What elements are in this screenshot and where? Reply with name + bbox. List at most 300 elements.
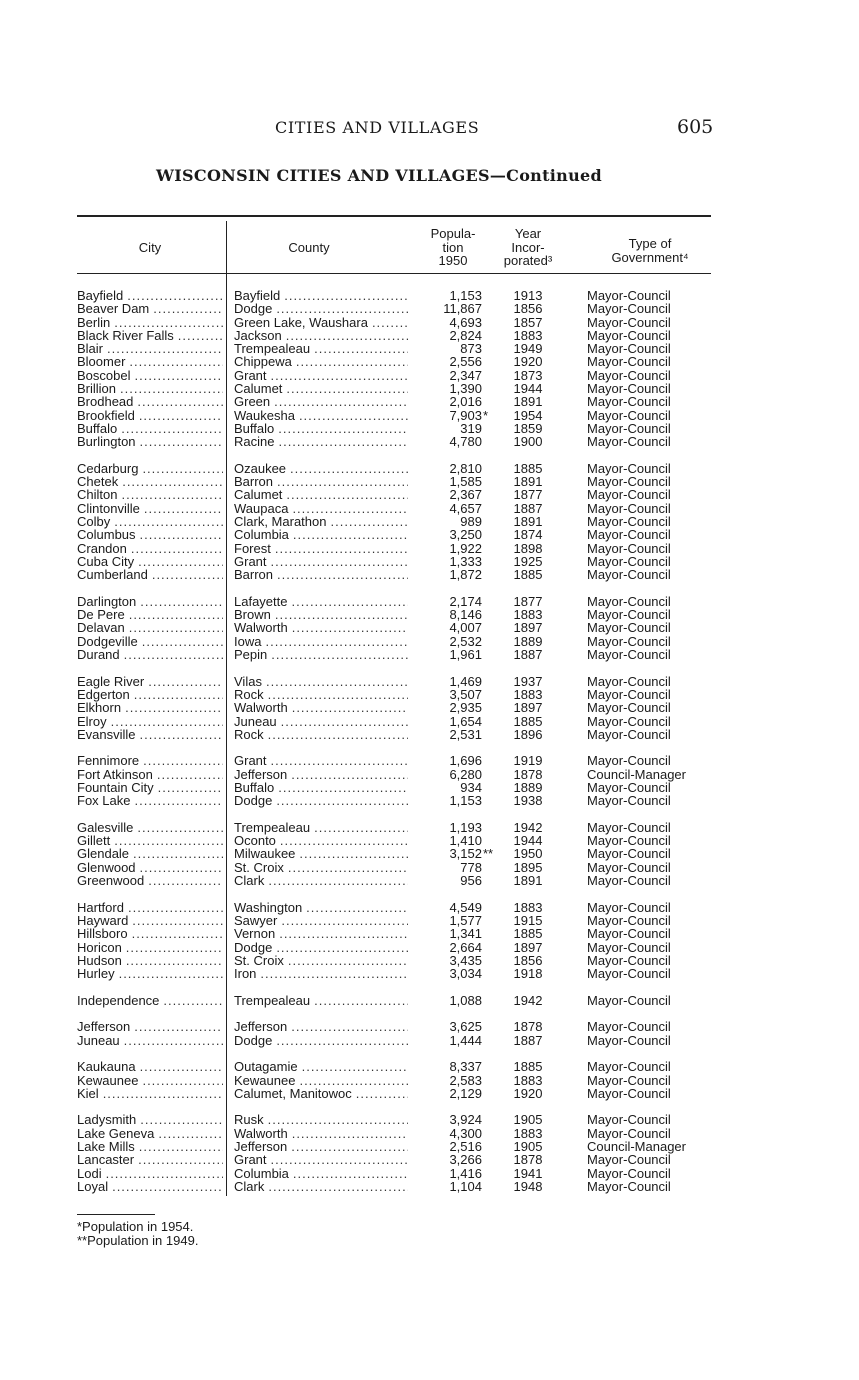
city-cell <box>77 542 223 555</box>
population-cell: 1,469 <box>449 673 482 689</box>
leader-dots <box>144 502 223 515</box>
population-cell: 8,337 <box>449 1059 482 1075</box>
leader-dots <box>275 608 408 621</box>
leader-dots <box>276 941 408 954</box>
city-name: Cuba City <box>77 553 135 569</box>
city-cell <box>77 1113 223 1126</box>
government-cell: Mayor-Council <box>587 966 671 982</box>
city-name: Loyal <box>77 1178 109 1194</box>
leader-dots <box>103 1087 223 1100</box>
year-cell: 1938 <box>513 793 543 809</box>
city-cell <box>77 821 223 834</box>
county-cell <box>234 967 408 980</box>
government-cell: Mayor-Council <box>587 500 671 516</box>
city-name: Brillion <box>77 381 117 397</box>
header-year-line: Incor- <box>511 239 545 255</box>
city-name: Juneau <box>77 1032 120 1048</box>
government-cell: Mayor-Council <box>587 1072 671 1088</box>
city-name: Bayfield <box>77 288 124 303</box>
county-name: Dodge <box>234 1032 273 1048</box>
leader-dots <box>290 462 408 475</box>
city-name: Evansville <box>77 726 136 742</box>
city-name: Durand <box>77 647 120 663</box>
year-cell: 1856 <box>513 301 543 317</box>
table-row <box>0 941 859 954</box>
city-name: Darlington <box>77 593 137 609</box>
population-cell: 11,867 <box>443 301 482 317</box>
leader-dots <box>277 568 408 581</box>
city-cell <box>77 927 223 940</box>
table-row <box>0 874 859 887</box>
government-cell: Mayor-Council <box>587 593 671 609</box>
government-cell: Mayor-Council <box>587 607 671 623</box>
leader-dots <box>138 555 223 568</box>
county-cell <box>234 502 408 515</box>
county-cell <box>234 728 408 741</box>
population-cell: 2,664 <box>449 939 482 955</box>
county-name: Waupaca <box>234 500 289 516</box>
table-row <box>0 382 859 395</box>
year-cell: 1950 <box>513 846 543 862</box>
header-year-line: Year <box>514 226 542 241</box>
table-row <box>0 834 859 847</box>
population-cell: 3,266 <box>449 1152 482 1168</box>
table-row <box>0 914 859 927</box>
leader-dots <box>120 382 223 395</box>
county-cell <box>234 1167 408 1180</box>
leader-dots <box>119 967 223 980</box>
county-name: Chippewa <box>234 354 292 370</box>
group-gap <box>0 741 859 754</box>
leader-dots <box>158 781 223 794</box>
leader-dots <box>266 675 408 688</box>
population-cell: 3,507 <box>449 686 482 702</box>
city-name: Brookfield <box>77 407 135 423</box>
table-row <box>0 528 859 541</box>
population-cell: 3,435 <box>449 952 482 968</box>
government-cell: Mayor-Council <box>587 1112 671 1128</box>
city-name: Lake Geneva <box>77 1125 155 1141</box>
header-city: City <box>138 240 162 255</box>
government-cell: Council-Manager <box>587 766 686 782</box>
county-name: Iowa <box>234 633 262 649</box>
city-name: Blair <box>77 341 104 357</box>
city-name: Jefferson <box>77 1019 131 1035</box>
city-name: Black River Falls <box>77 327 174 343</box>
city-cell <box>77 675 223 688</box>
leader-dots <box>268 688 408 701</box>
leader-dots <box>330 515 408 528</box>
city-cell <box>77 302 223 315</box>
government-cell: Mayor-Council <box>587 1178 671 1194</box>
county-name: Green Lake, Waushara <box>234 314 368 330</box>
government-cell: Mayor-Council <box>587 567 671 583</box>
header-county: County <box>288 240 330 255</box>
leader-dots <box>293 1167 408 1180</box>
leader-dots <box>148 874 223 887</box>
government-cell: Mayor-Council <box>587 1125 671 1141</box>
city-cell <box>77 954 223 967</box>
year-cell: 1944 <box>513 833 543 849</box>
government-cell: Mayor-Council <box>587 487 671 503</box>
city-name: Kaukauna <box>77 1059 136 1075</box>
leader-dots <box>314 994 408 1007</box>
table-row <box>0 768 859 781</box>
government-cell: Mayor-Council <box>587 620 671 636</box>
city-cell <box>77 502 223 515</box>
city-name: Elkhorn <box>77 700 122 716</box>
city-cell <box>77 462 223 475</box>
table-row <box>0 648 859 661</box>
county-cell <box>234 1020 408 1033</box>
city-cell <box>77 488 223 501</box>
population-cell: 1,872 <box>449 567 482 583</box>
county-cell <box>234 1127 408 1140</box>
county-cell <box>234 435 408 448</box>
leader-dots <box>291 768 408 781</box>
leader-dots <box>124 648 223 661</box>
leader-dots <box>132 914 223 927</box>
city-name: Brodhead <box>77 394 134 410</box>
year-cell: 1897 <box>513 620 543 636</box>
city-cell <box>77 1140 223 1153</box>
table-row <box>0 355 859 368</box>
city-cell <box>77 289 223 302</box>
county-cell <box>234 754 408 767</box>
county-cell <box>234 395 408 408</box>
table-row <box>0 994 859 1007</box>
year-cell: 1878 <box>513 766 543 782</box>
city-name: Elroy <box>77 713 107 729</box>
leader-dots <box>112 1180 223 1193</box>
government-cell: Mayor-Council <box>587 633 671 649</box>
government-cell: Mayor-Council <box>587 819 671 835</box>
table-row <box>0 302 859 315</box>
county-name: Walworth <box>234 700 288 716</box>
leader-dots <box>277 475 408 488</box>
table-row <box>0 608 859 621</box>
county-cell <box>234 821 408 834</box>
leader-dots <box>114 316 223 329</box>
county-cell <box>234 874 408 887</box>
leader-dots <box>286 488 408 501</box>
city-name: Colby <box>77 514 111 530</box>
county-cell <box>234 409 408 422</box>
city-cell <box>77 568 223 581</box>
county-cell <box>234 542 408 555</box>
year-cell: 1920 <box>513 1085 543 1101</box>
year-cell: 1913 <box>513 288 543 303</box>
leader-dots <box>292 621 408 634</box>
county-cell <box>234 302 408 315</box>
city-name: Horicon <box>77 939 122 955</box>
government-cell: Mayor-Council <box>587 540 671 556</box>
population-cell: 1,390 <box>449 381 482 397</box>
leader-dots <box>133 847 223 860</box>
table-row <box>0 342 859 355</box>
county-name: Waukesha <box>234 407 295 423</box>
city-cell <box>77 528 223 541</box>
population-cell: 2,583 <box>449 1072 482 1088</box>
leader-dots <box>142 635 223 648</box>
city-cell <box>77 475 223 488</box>
year-cell: 1873 <box>513 367 543 383</box>
county-cell <box>234 994 408 1007</box>
leader-dots <box>142 462 223 475</box>
city-name: Clintonville <box>77 500 140 516</box>
county-cell <box>234 528 408 541</box>
government-cell: Mayor-Council <box>587 952 671 968</box>
population-cell: 2,810 <box>449 460 482 476</box>
county-name: Jefferson <box>234 766 288 782</box>
city-cell <box>77 395 223 408</box>
header-government-line: Government⁴ <box>611 249 689 265</box>
leader-dots <box>281 914 408 927</box>
leader-dots <box>271 754 408 767</box>
government-cell: Mayor-Council <box>587 793 671 809</box>
population-cell: 8,146 <box>449 607 482 623</box>
county-name: Brown <box>234 607 271 623</box>
table-row <box>0 1060 859 1073</box>
leader-dots <box>140 1060 223 1073</box>
government-cell: Mayor-Council <box>587 647 671 663</box>
group-gap <box>0 980 859 993</box>
county-cell <box>234 794 408 807</box>
leader-dots <box>288 954 408 967</box>
group-gap <box>0 661 859 674</box>
population-cell: 4,300 <box>449 1125 482 1141</box>
county-name: Outagamie <box>234 1059 298 1075</box>
group-gap <box>0 808 859 821</box>
table-row <box>0 701 859 714</box>
county-cell <box>234 781 408 794</box>
leader-dots <box>129 621 223 634</box>
government-cell: Mayor-Council <box>587 553 671 569</box>
leader-dots <box>268 728 408 741</box>
county-cell <box>234 568 408 581</box>
county-name: Buffalo <box>234 779 275 795</box>
leader-dots <box>276 1034 408 1047</box>
government-cell: Council-Manager <box>587 1139 686 1154</box>
county-name: Forest <box>234 540 271 556</box>
year-cell: 1897 <box>513 700 543 716</box>
city-name: Lodi <box>77 1165 102 1181</box>
city-cell <box>77 635 223 648</box>
government-cell: Mayor-Council <box>587 726 671 742</box>
leader-dots <box>299 409 408 422</box>
county-name: Ozaukee <box>234 460 287 476</box>
population-cell: 1,410 <box>449 833 482 849</box>
year-cell: 1891 <box>513 394 543 410</box>
leader-dots <box>126 941 223 954</box>
county-name: Iron <box>234 966 257 982</box>
city-cell <box>77 1020 223 1033</box>
city-name: Fox Lake <box>77 793 131 809</box>
year-cell: 1859 <box>513 420 543 436</box>
population-cell: 1,104 <box>449 1178 482 1194</box>
table-row <box>0 1020 859 1033</box>
year-cell: 1948 <box>513 1178 543 1194</box>
year-cell: 1889 <box>513 633 543 649</box>
table-row <box>0 369 859 382</box>
year-cell: 1905 <box>513 1139 543 1154</box>
government-cell: Mayor-Council <box>587 527 671 543</box>
county-cell <box>234 488 408 501</box>
year-cell: 1883 <box>513 899 543 915</box>
county-name: Oconto <box>234 833 276 849</box>
city-cell <box>77 515 223 528</box>
county-cell <box>234 1153 408 1166</box>
county-cell <box>234 1034 408 1047</box>
table-row <box>0 754 859 767</box>
county-cell <box>234 768 408 781</box>
city-name: Fountain City <box>77 779 154 795</box>
city-cell <box>77 382 223 395</box>
header-population <box>420 227 486 268</box>
city-name: Edgerton <box>77 686 130 702</box>
county-cell <box>234 515 408 528</box>
city-cell <box>77 555 223 568</box>
leader-dots <box>178 329 223 342</box>
city-cell <box>77 648 223 661</box>
city-name: Eagle River <box>77 673 145 689</box>
county-name: Walworth <box>234 1125 288 1141</box>
county-name: Columbia <box>234 527 289 543</box>
leader-dots <box>284 289 408 302</box>
table-row <box>0 728 859 741</box>
table-row <box>0 715 859 728</box>
county-name: Bayfield <box>234 288 281 303</box>
leader-dots <box>121 422 223 435</box>
government-cell: Mayor-Council <box>587 301 671 317</box>
year-cell: 1889 <box>513 779 543 795</box>
leader-dots <box>274 395 408 408</box>
county-name: Clark <box>234 1178 265 1194</box>
leader-dots <box>129 355 223 368</box>
leader-dots <box>157 768 223 781</box>
city-cell <box>77 847 223 860</box>
leader-dots <box>296 355 408 368</box>
government-cell: Mayor-Council <box>587 327 671 343</box>
table-row <box>0 595 859 608</box>
leader-dots <box>278 435 408 448</box>
table-row <box>0 847 859 860</box>
city-name: Chetek <box>77 474 119 490</box>
city-cell <box>77 914 223 927</box>
year-cell: 1942 <box>513 992 543 1008</box>
city-name: Fort Atkinson <box>77 766 153 782</box>
footnote-1954: *Population in 1954. <box>77 1219 194 1234</box>
population-cell: 1,088 <box>449 992 482 1008</box>
year-cell: 1954 <box>513 407 543 423</box>
leader-dots <box>107 342 223 355</box>
government-cell: Mayor-Council <box>587 939 671 955</box>
county-cell <box>234 329 408 342</box>
year-cell: 1883 <box>513 1072 543 1088</box>
city-cell <box>77 355 223 368</box>
table-row <box>0 502 859 515</box>
population-cell: 1,333 <box>449 553 482 569</box>
year-cell: 1885 <box>513 713 543 729</box>
leader-dots <box>148 675 223 688</box>
population-cell: 2,935 <box>449 700 482 716</box>
leader-dots <box>106 1167 223 1180</box>
county-name: Dodge <box>234 793 273 809</box>
leader-dots <box>276 794 408 807</box>
county-name: Jackson <box>234 327 282 343</box>
city-name: Gillett <box>77 833 111 849</box>
table-row <box>0 1140 859 1153</box>
year-cell: 1874 <box>513 527 543 543</box>
group-gap <box>0 582 859 595</box>
leader-dots <box>143 754 223 767</box>
county-name: Trempealeau <box>234 992 311 1008</box>
leader-dots <box>286 329 408 342</box>
county-name: Grant <box>234 553 267 569</box>
year-cell: 1900 <box>513 434 543 450</box>
leader-dots <box>276 302 408 315</box>
population-footnote-mark: * <box>483 407 489 423</box>
leader-dots <box>275 542 408 555</box>
leader-dots <box>271 648 408 661</box>
government-cell: Mayor-Council <box>587 288 671 303</box>
city-name: Hayward <box>77 912 129 928</box>
table-row <box>0 475 859 488</box>
leader-dots <box>152 568 223 581</box>
city-name: Hartford <box>77 899 124 915</box>
table-row <box>0 954 859 967</box>
city-cell <box>77 874 223 887</box>
city-cell <box>77 1153 223 1166</box>
government-cell: Mayor-Council <box>587 460 671 476</box>
government-cell: Mayor-Council <box>587 926 671 942</box>
leader-dots <box>288 861 408 874</box>
table-row <box>0 927 859 940</box>
population-cell: 778 <box>460 859 482 875</box>
county-name: Barron <box>234 474 274 490</box>
footnote-rule <box>77 1214 155 1215</box>
table-row <box>0 422 859 435</box>
county-cell <box>234 834 408 847</box>
table-row <box>0 1180 859 1193</box>
county-name: Dodge <box>234 301 273 317</box>
government-cell: Mayor-Council <box>587 833 671 849</box>
county-name: Jefferson <box>234 1139 288 1154</box>
city-cell <box>77 1180 223 1193</box>
leader-dots <box>291 1140 408 1153</box>
government-cell: Mayor-Council <box>587 673 671 689</box>
population-cell: 1,577 <box>449 912 482 928</box>
year-cell: 1942 <box>513 819 543 835</box>
government-cell: Mayor-Council <box>587 713 671 729</box>
leader-dots <box>271 1153 408 1166</box>
county-cell <box>234 861 408 874</box>
county-name: Vilas <box>234 673 262 689</box>
leader-dots <box>302 1060 408 1073</box>
city-cell <box>77 967 223 980</box>
leader-dots <box>280 834 408 847</box>
city-name: Columbus <box>77 527 136 543</box>
year-cell: 1919 <box>513 753 543 769</box>
population-cell: 2,367 <box>449 487 482 503</box>
header-government <box>595 237 705 264</box>
population-cell: 3,152 <box>449 846 482 862</box>
city-cell <box>77 701 223 714</box>
city-cell <box>77 941 223 954</box>
year-cell: 1878 <box>513 1152 543 1168</box>
leader-dots <box>140 728 223 741</box>
county-name: Green <box>234 394 271 410</box>
